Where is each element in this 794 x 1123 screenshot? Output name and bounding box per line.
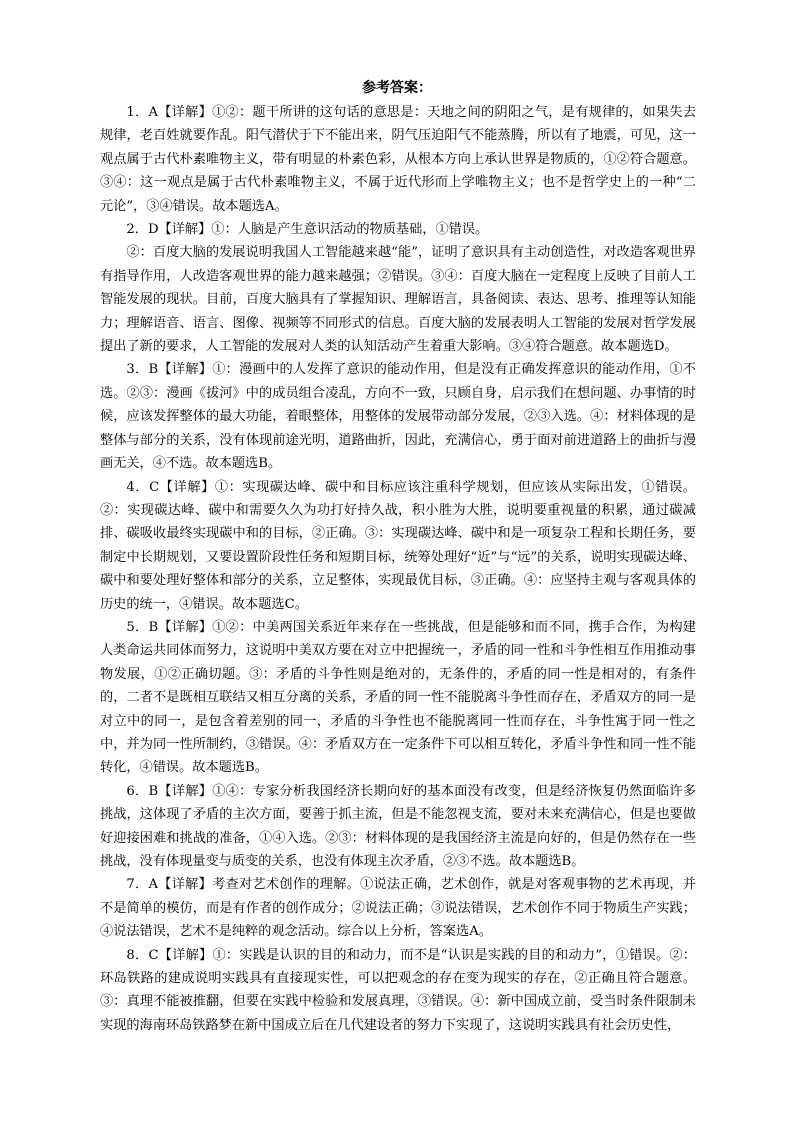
answer-8: 8．C【详解】①：实践是认识的目的和动力，而不是“认识是实践的目的和动力”，①错误。②：环岛铁路的建成说明实践具有直接现实性，可以把观念的存在变为现实的存在，②正确且符合题意。③：真理不能被推翻，但要在实践中检验和发展真理，③错误。④：新中国成立前，受当时条件限制未实现的海南环岛铁路梦在新中国成立后在几代建设者的努力下实现了，这说明实践具有社会历史性， xyxy=(100,947,696,1033)
answer-2: 2．D【详解】①：人脑是产生意识活动的物质基础，①错误。 xyxy=(126,222,489,238)
answer-body xyxy=(100,101,696,1037)
answer-7: 7．A【详解】考查对艺术创作的理解。①说法正确，艺术创作，就是对客观事物的艺术再现，并不是简单的模仿，而是有作者的创作成分；②说法正确；③说法错误，艺术创作不同于物质生产实践；④说法错误，艺术不是纯粹的观念活动。综合以上分析，答案选A。 xyxy=(100,877,696,940)
answer-3: 3．B【详解】①：漫画中的人发挥了意识的能动作用，但是没有正确发挥意识的能动作用，①不选。②③：漫画《拔河》中的成员组合凌乱，方向不一致，只顾自身，启示我们在想问题、办事情的时候，应该发挥整体的最大功能，着眼整体，用整体的发展带动部分发展，②③入选。④：材料体现的是整体与部分的关系，没有体现前途光明，道路曲折，因此，充满信心，勇于面对前进道路上的曲折与漫画无关，④不选。故本题选B。 xyxy=(100,362,696,472)
answer-4: 4．C【详解】①：实现碳达峰、碳中和目标应该注重科学规划，但应该从实际出发，①错误。②：实现碳达峰、碳中和需要久久为功打好持久战，积小胜为大胜，说明要重视量的积累，通过碳减排、碳吸收最终实现碳中和的目标，②正确。③：实现碳达峰、碳中和是一项复杂工程和长期任务，要制定中长期规划，又要设置阶段性任务和短期目标，统筹处理好“近”与“远”的关系，说明实现碳达峰、碳中和要处理好整体和部分的关系，立足整体，实现最优目标，③正确。④：应坚持主观与客观具体的历史的统一，④错误。故本题选C。 xyxy=(100,479,696,612)
answer-1: 1．A【详解】①②：题干所讲的这句话的意思是：天地之间的阴阳之气，是有规律的，如果失去规律，老百姓就要作乱。阳气潜伏于下不能出来，阴气压迫阳气不能蒸腾，所以有了地震，可见，这一观点属于古代朴素唯物主义，带有明显的朴素色彩，从根本方向上承认世界是物质的，①②符合题意。③④：这一观点是属于古代朴素唯物主义，不属于近代形而上学唯物主义；也不是哲学史上的一种“二元论”，③④错误。故本题选A。 xyxy=(100,105,696,214)
answer-2-continued: ②：百度大脑的发展说明我国人工智能越来越“能”，证明了意识具有主动创造性，对改造客观世界有指导作用，人改造客观世界的能力越来越强；②错误。③④：百度大脑在一定程度上反映了目前人工智能发展的现状。目前，百度大脑具有了掌握知识、理解语言，具备阅读、表达、思考、推理等认知能力；理解语音、语言、图像、视频等不同形式的信息。百度大脑的发展表明人工智能的发展对哲学发展提出了新的要求，人工智能的发展对人类的认知活动产生着重大影响。③④符合题意。故本题选D。 xyxy=(100,245,696,355)
page-title: 参考答案： xyxy=(362,80,432,96)
answer-5: 5．B【详解】①②：中美两国关系近年来存在一些挑战，但是能够和而不同，携手合作，为构建人类命运共同体而努力，这说明中美双方要在对立中把握统一，矛盾的同一性和斗争性相互作用推动事物发展，①②正确切题。③：矛盾的斗争性则是绝对的，无条件的，矛盾的同一性是相对的，有条件的，二者不是既相互联结又相互分离的关系，矛盾的同一性不能脱离斗争性而存在，矛盾双方的同一是对立中的同一，是包含着差别的同一，矛盾的斗争性也不能脱离同一性而存在，斗争性寓于同一性之中，并为同一性所制约，③错误。④：矛盾双方在一定条件下可以相互转化，矛盾斗争性和同一性不能转化，④错误。故本题选B。 xyxy=(100,619,696,776)
answer-6: 6．B【详解】①④：专家分析我国经济长期向好的基本面没有改变，但是经济恢复仍然面临许多挑战，这体现了矛盾的主次方面，要善于抓主流，但是不能忽视支流，要对未来充满信心，但是也要做好迎接困难和挑战的准备，①④入选。②③：材料体现的是我国经济主流是向好的，但是仍然存在一些挑战，没有体现量变与质变的关系，也没有体现主次矛盾，②③不选。故本题选B。 xyxy=(100,783,696,869)
